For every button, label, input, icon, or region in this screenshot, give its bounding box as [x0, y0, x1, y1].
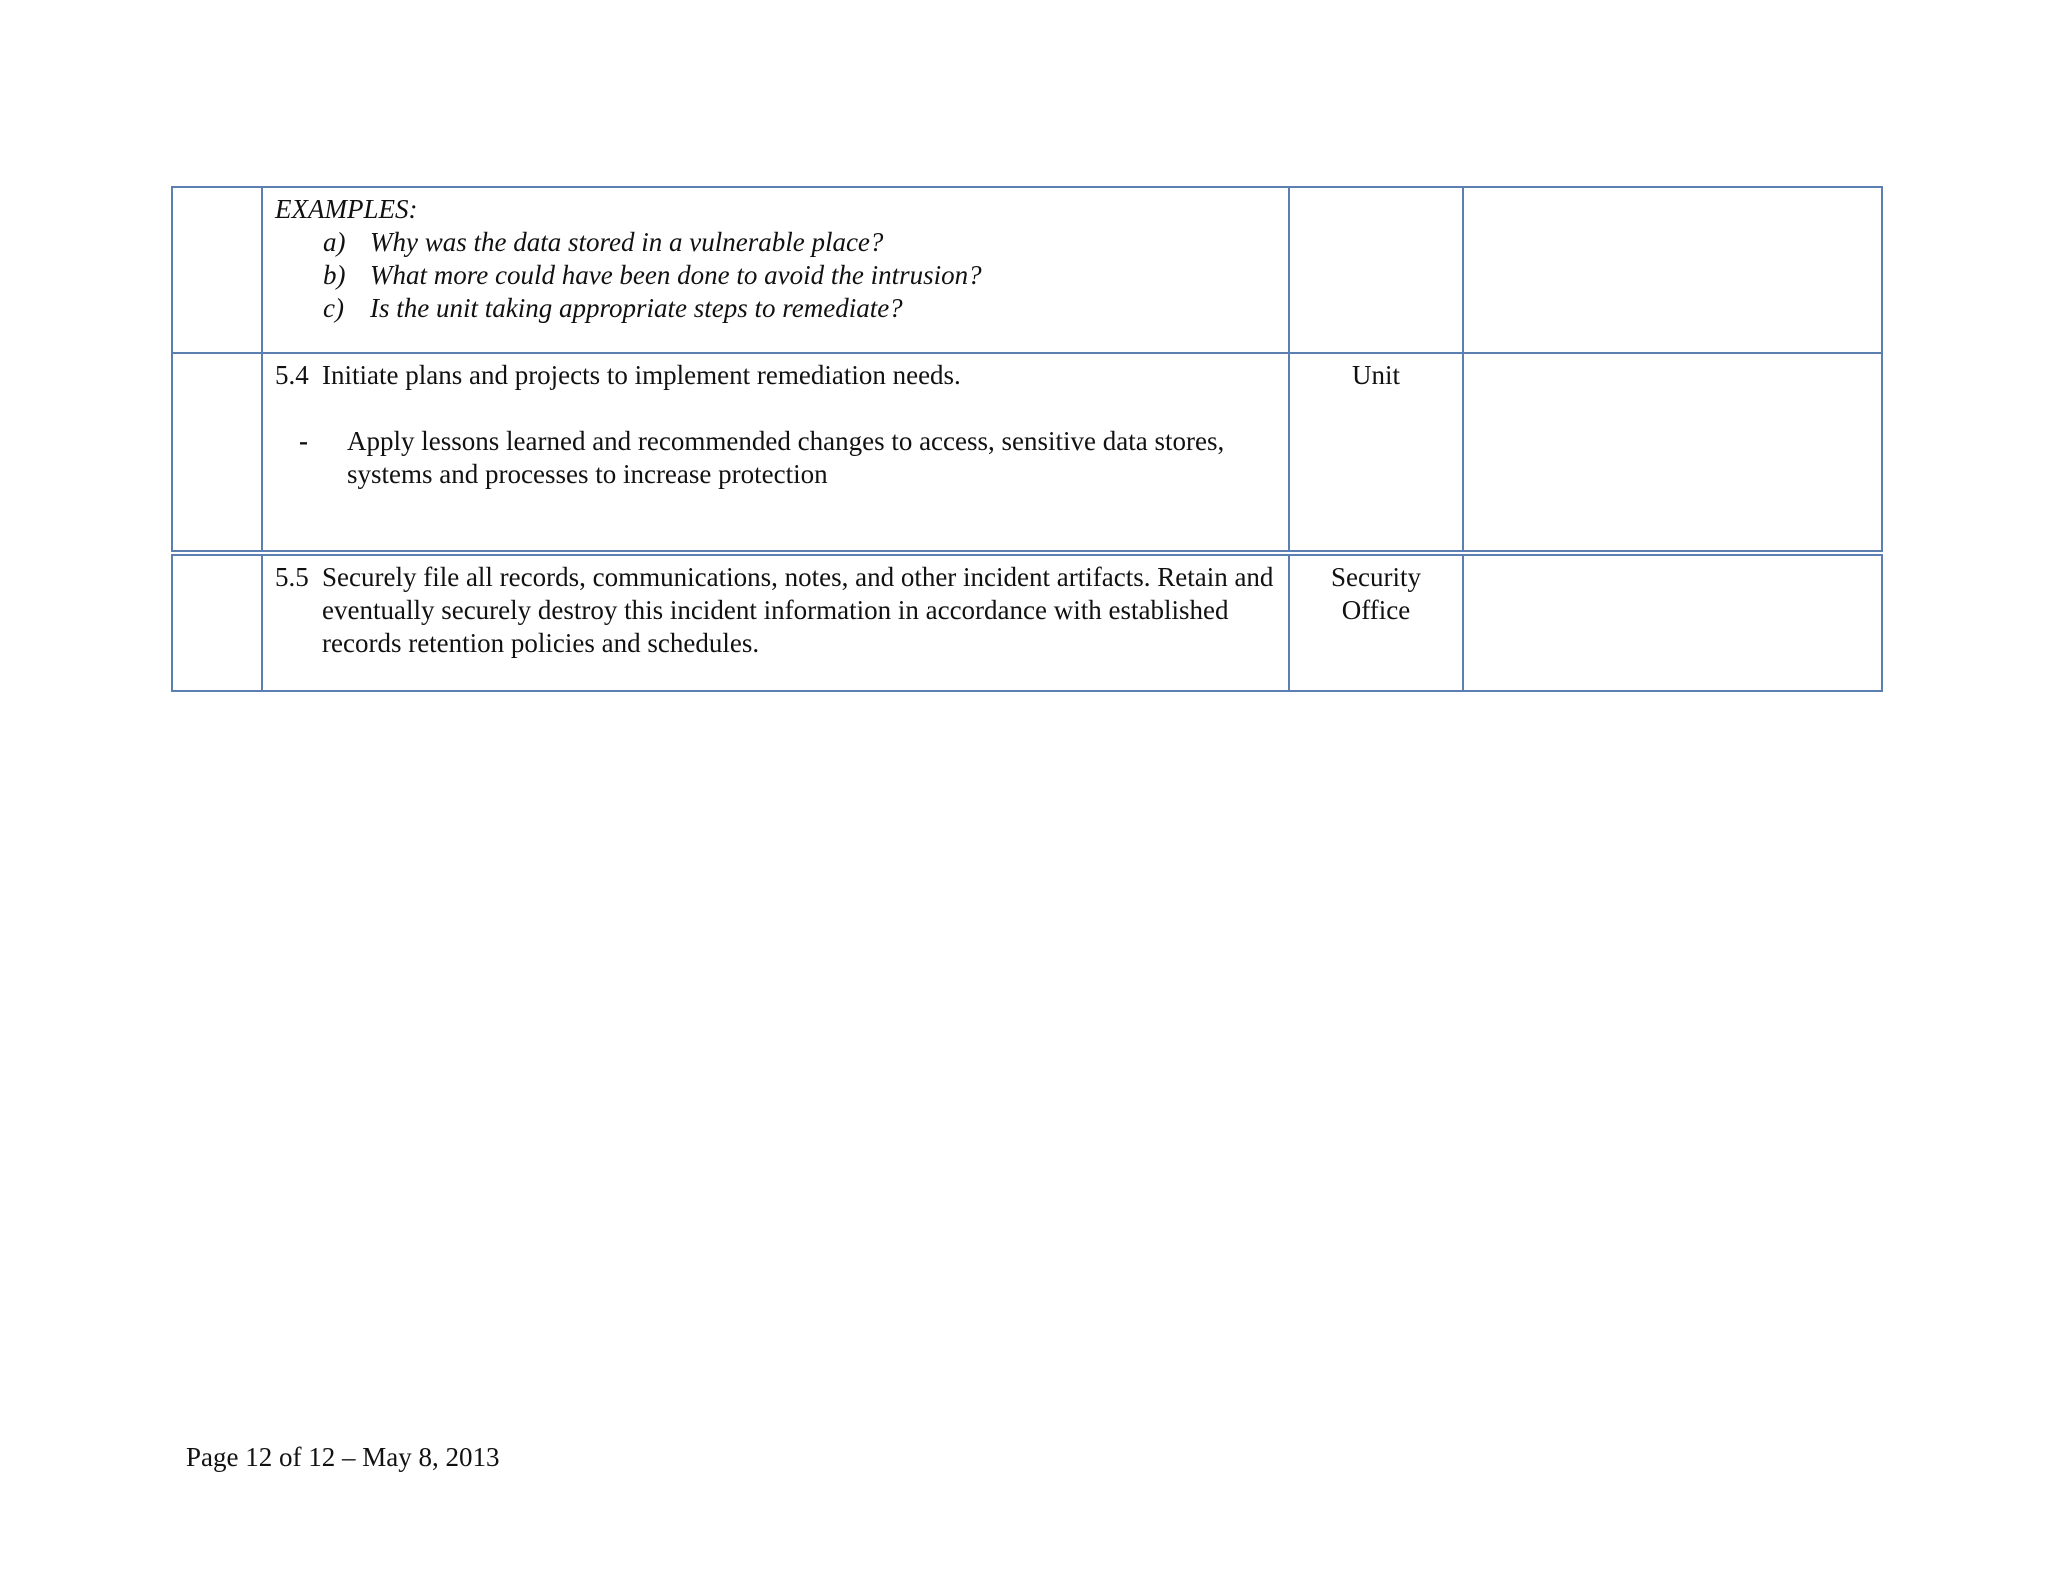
step-number: 5.4 [275, 360, 309, 390]
bullet-text: Apply lessons learned and recommended changes to access, sensitive data stores, systems and processes to increase protection [347, 426, 1225, 489]
list-item [275, 259, 1276, 292]
responsible-cell [1289, 187, 1463, 353]
list-marker: b) [323, 260, 346, 290]
list-marker: c) [323, 293, 344, 323]
step-description-cell [262, 353, 1289, 553]
bullet-item [275, 425, 1276, 491]
table-row [172, 553, 1882, 691]
list-item-text: What more could have been done to avoid the intrusion? [370, 260, 982, 290]
responsible-text [1290, 188, 1462, 193]
responsible-cell [1289, 553, 1463, 691]
page-footer: Page 12 of 12 – May 8, 2013 [186, 1442, 500, 1472]
step-text: Initiate plans and projects to implement remediation needs. [322, 360, 961, 390]
responsible-line: Security [1331, 562, 1421, 592]
step-check-cell [172, 353, 262, 553]
step-check-cell [172, 187, 262, 353]
procedure-table [171, 186, 1883, 692]
step-number: 5.5 [275, 562, 309, 592]
step-text: Securely file all records, communications, notes, and other incident artifacts. Retain and eventually securely destroy this incident information in accordance with established records retention policies and schedules. [322, 562, 1274, 658]
responsible-cell [1289, 353, 1463, 553]
list-item-text: Why was the data stored in a vulnerable place? [370, 227, 884, 257]
list-item [275, 226, 1276, 259]
notes-cell [1463, 187, 1882, 353]
responsible-line: Office [1341, 595, 1411, 625]
bullet-marker: - [299, 426, 308, 456]
notes-cell [1463, 553, 1882, 691]
step-description-cell [262, 187, 1289, 353]
notes-cell [1463, 353, 1882, 553]
table-row [172, 353, 1882, 553]
examples-heading: EXAMPLES: [275, 194, 418, 224]
list-marker: a) [323, 227, 346, 257]
step-check-cell [172, 553, 262, 691]
examples-list [275, 226, 1276, 325]
step-description-cell [262, 553, 1289, 691]
list-item-text: Is the unit taking appropriate steps to remediate? [370, 293, 903, 323]
list-item [275, 292, 1276, 325]
table-row [172, 187, 1882, 353]
responsible-text [1290, 556, 1462, 627]
responsible-text: Unit [1351, 360, 1400, 390]
